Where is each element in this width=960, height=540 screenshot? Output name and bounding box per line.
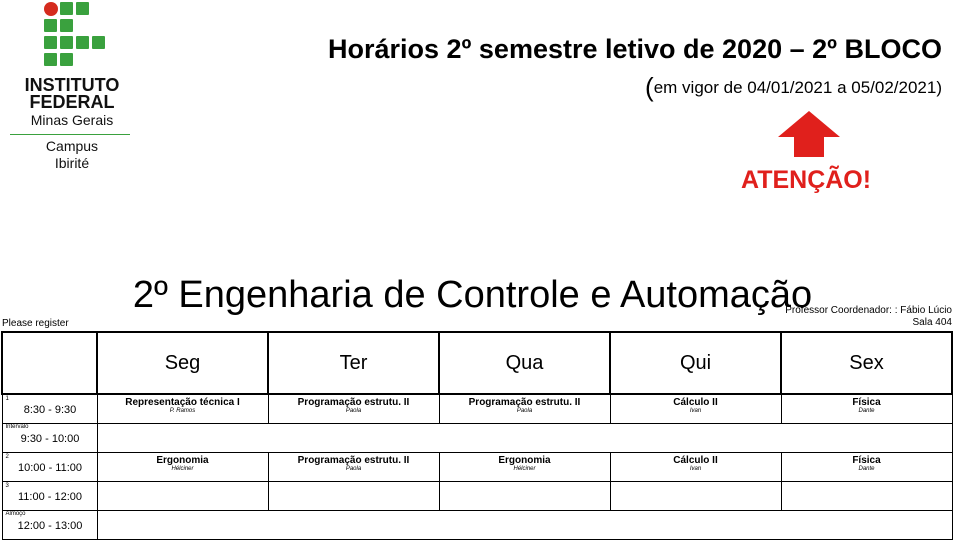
attention-label: ATENÇÃO! [741, 166, 872, 194]
day-header: Qua [439, 332, 610, 394]
subject-name: Programação estrutu. II [297, 455, 410, 466]
time-slot-row [2, 453, 952, 482]
class-cell [781, 482, 952, 511]
class-cell [268, 453, 439, 482]
slot-label: Intervalo [5, 424, 29, 430]
day-header: Sex [781, 332, 952, 394]
class-cell [97, 394, 268, 424]
header-row [2, 332, 952, 394]
slot-time: 10:00 - 11:00 [17, 462, 82, 474]
subject-name: Cálculo II [673, 397, 718, 408]
time-slot-row [2, 424, 952, 453]
class-cell [97, 453, 268, 482]
subject-name: Programação estrutu. II [468, 397, 581, 408]
class-cell [439, 482, 610, 511]
subtitle-open-paren: ( [645, 72, 654, 102]
teacher-name: Ivan [689, 408, 702, 414]
logo-campus-line1: Campus [45, 138, 99, 154]
break-cell [97, 511, 952, 540]
schedule-table [1, 331, 953, 540]
class-cell [268, 482, 439, 511]
slot-number: 2 [5, 454, 9, 460]
class-cell [439, 394, 610, 424]
page-subtitle [645, 72, 942, 103]
class-cell [439, 453, 610, 482]
subject-name: Física [852, 455, 881, 466]
teacher-name: Hélciner [171, 466, 194, 472]
teacher-name: Ivan [689, 466, 702, 472]
teacher-name: Dante [858, 408, 875, 414]
room-label: Sala 404 [912, 317, 952, 328]
time-cell [2, 482, 97, 511]
page-title: Horários 2º semestre letivo de 2020 – 2º BLOCO [328, 34, 942, 64]
teacher-name: P. Ramos [169, 408, 196, 414]
coordinator-info [785, 305, 952, 329]
subject-name: Representação técnica I [125, 397, 240, 408]
arrow-up-icon [778, 111, 840, 157]
teacher-name: Paola [345, 408, 362, 414]
time-cell [2, 424, 97, 453]
logo-state: Minas Gerais [30, 112, 114, 128]
time-cell [2, 394, 97, 424]
subject-name: Ergonomia [498, 455, 551, 466]
slot-label: Almoço [5, 511, 26, 517]
slot-time: 8:30 - 9:30 [23, 404, 77, 416]
logo-mark-icon [44, 2, 106, 70]
class-cell [268, 394, 439, 424]
logo-campus [10, 138, 134, 172]
subject-name: Ergonomia [156, 455, 209, 466]
class-cell [781, 453, 952, 482]
slot-time: 11:00 - 12:00 [17, 491, 82, 503]
subject-name: Física [852, 397, 881, 408]
day-header: Ter [268, 332, 439, 394]
slot-number: 1 [5, 396, 9, 402]
time-slot-row [2, 394, 952, 424]
class-cell [781, 394, 952, 424]
class-cell [610, 482, 781, 511]
time-slot-row [2, 482, 952, 511]
subtitle-text: em vigor de 04/01/2021 a 05/02/2021 [653, 78, 937, 97]
break-cell [97, 424, 952, 453]
teacher-name: Paola [516, 408, 533, 414]
subtitle-close-paren: ) [936, 78, 942, 97]
teacher-name: Paola [345, 466, 362, 472]
corner-cell [2, 332, 97, 394]
logo-name-line2: FEDERAL [29, 92, 115, 112]
logo-campus-line2: Ibirité [54, 155, 90, 171]
teacher-name: Dante [858, 466, 875, 472]
subject-name: Programação estrutu. II [297, 397, 410, 408]
teacher-name: Hélciner [513, 466, 536, 472]
day-header: Qui [610, 332, 781, 394]
class-cell [610, 394, 781, 424]
course-title: 2º Engenharia de Controle e Automação [132, 274, 813, 316]
coordinator-name: Professor Coordenador: : Fábio Lúcio [785, 305, 952, 316]
subject-name: Cálculo II [673, 455, 718, 466]
slot-number: 3 [5, 483, 9, 489]
logo-divider [10, 134, 130, 135]
day-header: Seg [97, 332, 268, 394]
logo-name-line1: INSTITUTO [24, 75, 120, 95]
slot-time: 12:00 - 13:00 [17, 520, 83, 532]
time-cell [2, 453, 97, 482]
slot-time: 9:30 - 10:00 [20, 433, 80, 445]
time-cell [2, 511, 97, 540]
register-note: Please register [2, 318, 69, 329]
time-slot-row [2, 511, 952, 540]
class-cell [610, 453, 781, 482]
class-cell [97, 482, 268, 511]
